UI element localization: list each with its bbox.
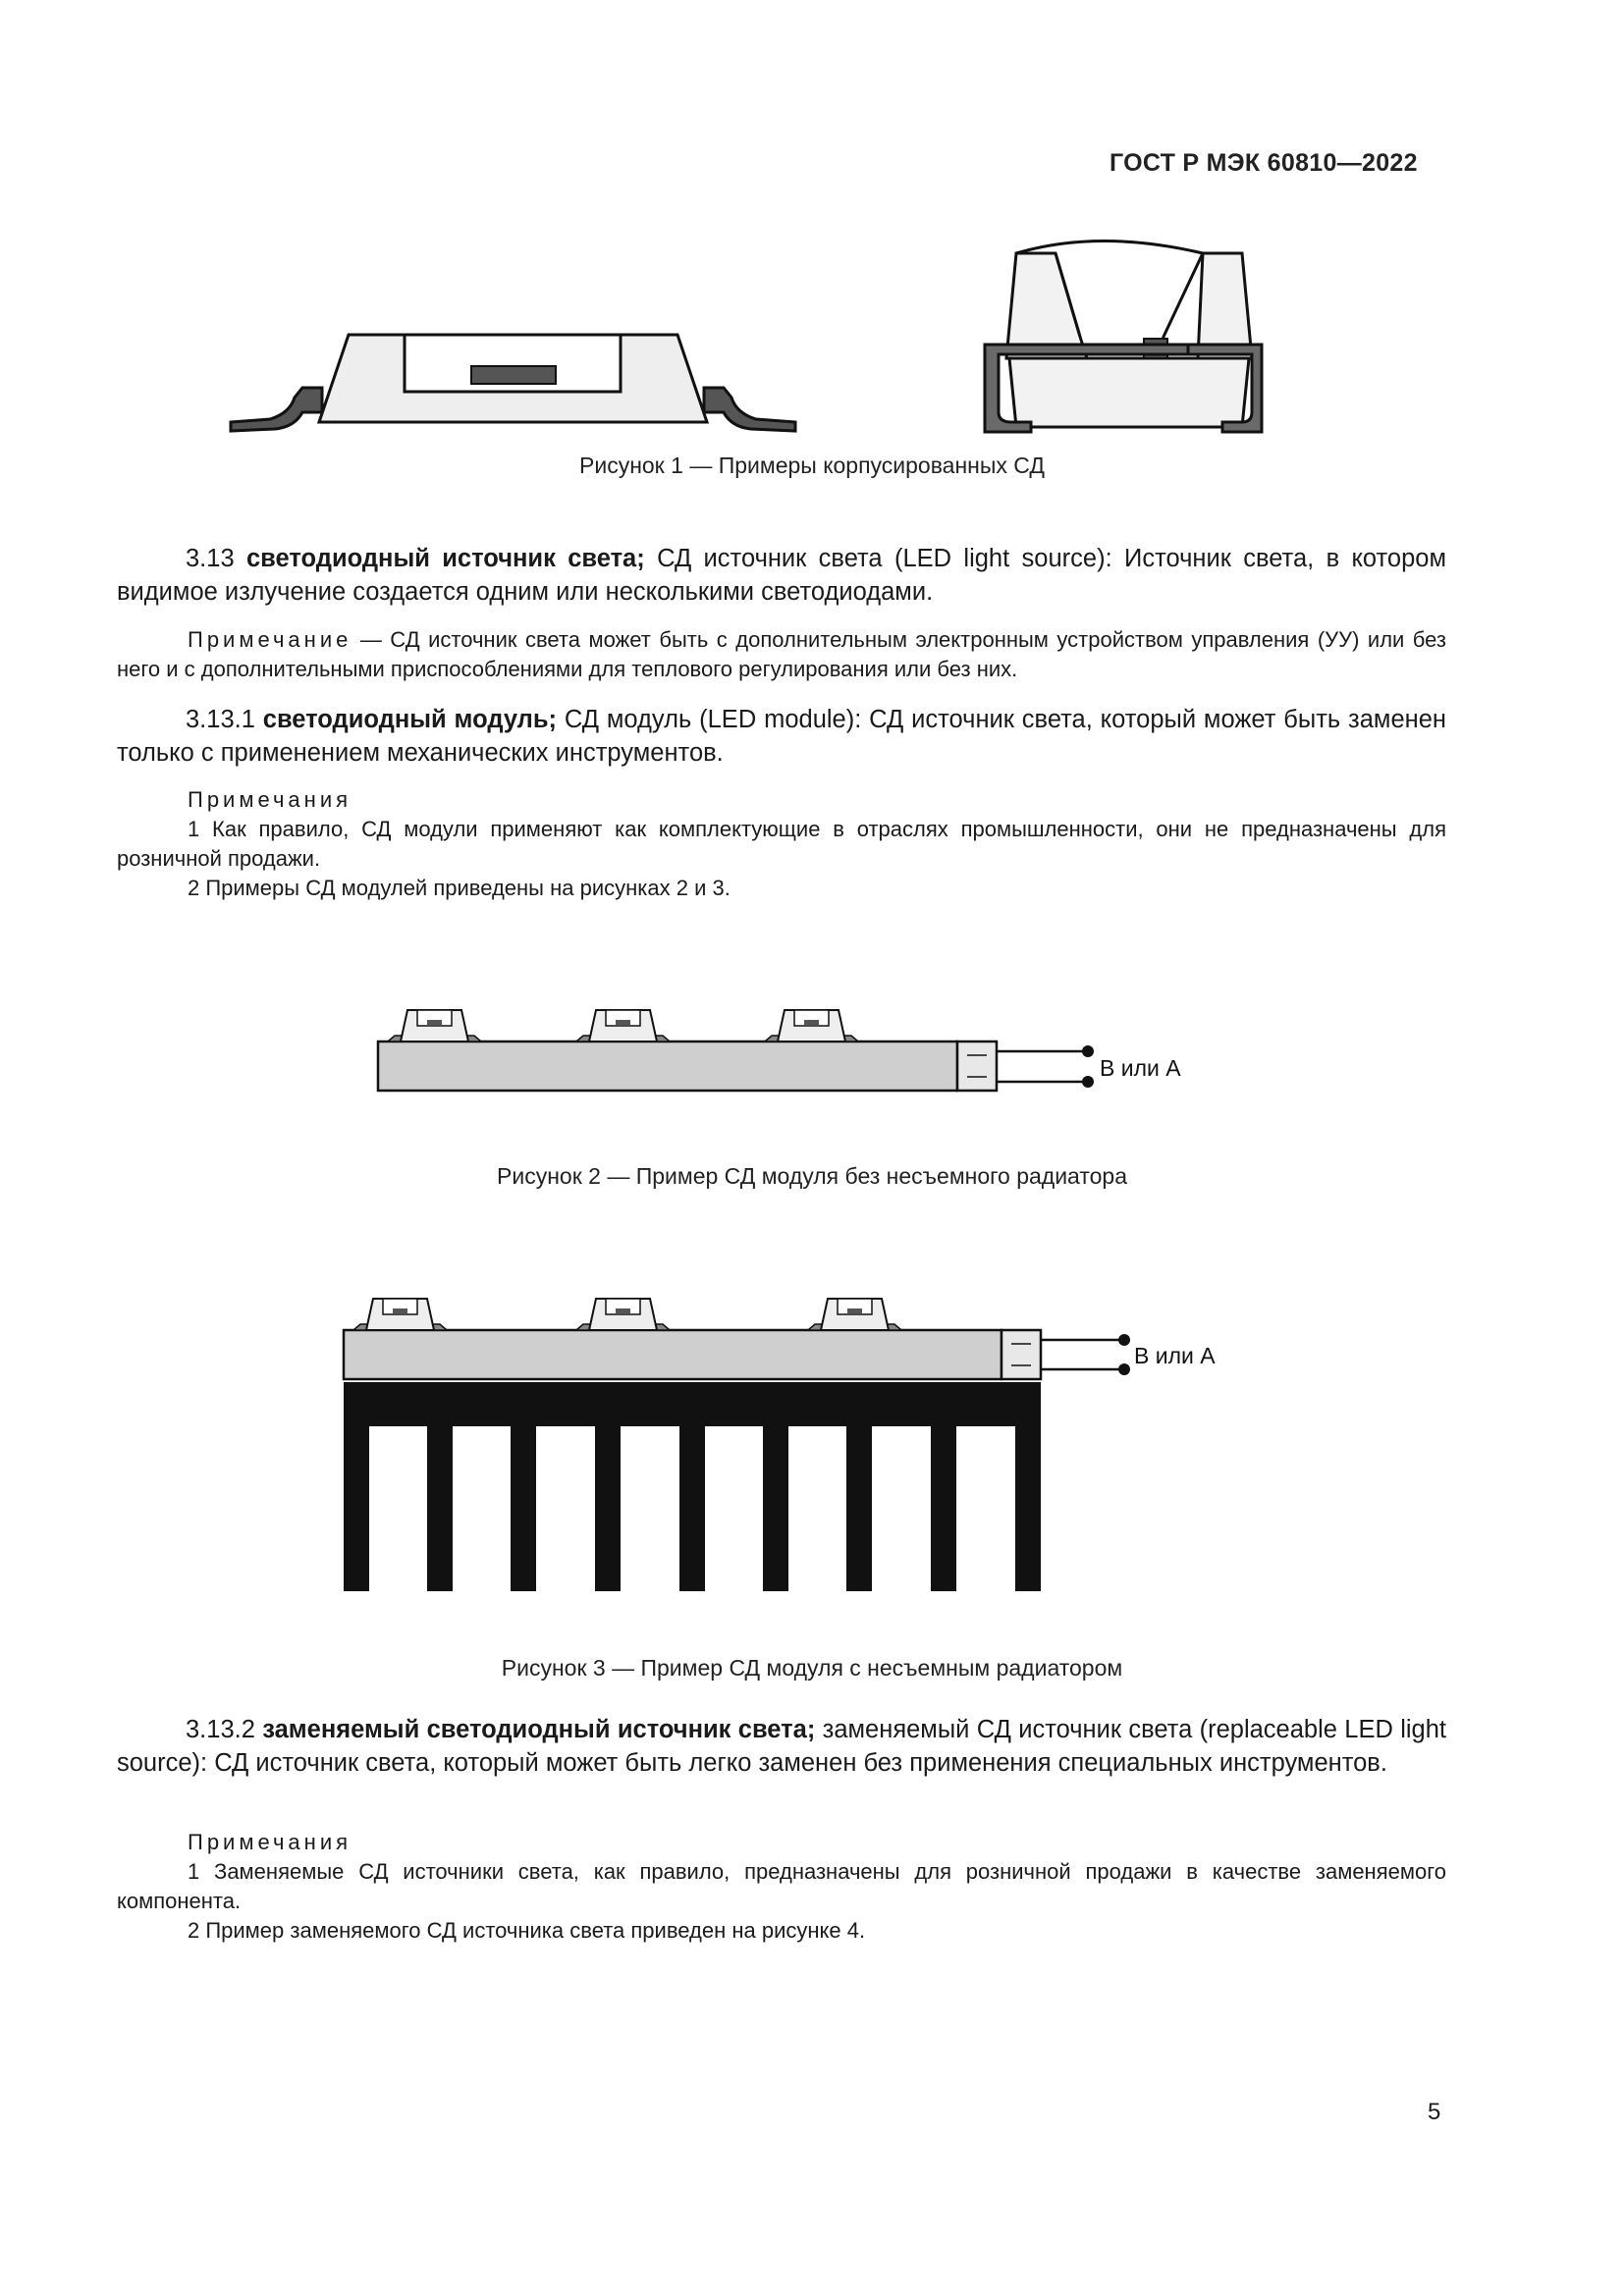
notes-label: Примечания xyxy=(188,787,352,812)
led-package-icon xyxy=(576,1299,670,1330)
heat-sink xyxy=(344,1382,1041,1591)
term: заменяемый светодиодный источник света; xyxy=(262,1716,816,1743)
definition-text: СД модуль (LED module): СД источник света, который может быть заменен только с применением механических инструментов. xyxy=(117,706,1446,767)
note-item: 2 Примеры СД модулей приведены на рисунках 2 и 3. xyxy=(188,876,731,900)
term: светодиодный модуль; xyxy=(262,706,558,733)
note-item: 2 Пример заменяемого СД источника света приведен на рисунке 4. xyxy=(188,1918,866,1943)
note-text: — СД источник света может быть с дополнительным электронным устройством управления (УУ) или без него и с дополнительными приспособлениями для теплового регулирования или без них. xyxy=(117,627,1446,681)
definition-3-13-1 xyxy=(117,703,1446,770)
notes-3-13-1 xyxy=(117,785,1446,903)
led-module-board xyxy=(378,1041,997,1091)
figure-3-drawing xyxy=(334,1281,1247,1595)
figure-1-drawing xyxy=(216,221,1355,442)
definition-3-13-2 xyxy=(117,1713,1446,1780)
figure-2-drawing xyxy=(373,996,1218,1104)
page-number: 5 xyxy=(1428,2099,1441,2125)
definition-3-13 xyxy=(117,542,1446,609)
document-standard-code: ГОСТ Р МЭК 60810—2022 xyxy=(1110,149,1418,177)
led-module-board xyxy=(344,1330,1041,1379)
section-number: 3.13.1 xyxy=(186,706,255,733)
notes-label: Примечания xyxy=(188,1830,352,1854)
connector-label: В или А xyxy=(1134,1343,1216,1368)
figure-2-caption: Рисунок 2 — Пример СД модуля без несъемного радиатора xyxy=(497,1163,1127,1189)
connector-wires xyxy=(997,1045,1094,1088)
note-label: Примечание xyxy=(188,627,352,652)
led-package-icon xyxy=(388,1010,481,1041)
note-item: 1 Заменяемые СД источники света, как правило, предназначены для розничной продажи в качестве заменяемого компонента. xyxy=(117,1859,1446,1913)
connector-label: В или А xyxy=(1100,1055,1181,1081)
figure-1-caption: Рисунок 1 — Примеры корпусированных СД xyxy=(579,453,1045,478)
smd-led-package-icon xyxy=(231,335,795,431)
notes-3-13-2 xyxy=(117,1828,1446,1946)
connector-wires xyxy=(1041,1334,1130,1375)
led-package-icon xyxy=(765,1010,858,1041)
led-package-icon xyxy=(808,1299,901,1330)
note-item: 1 Как правило, СД модули применяют как комплектующие в отраслях промышленности, они не предназначены для розничной продажи. xyxy=(117,817,1446,871)
definition-text: заменяемый СД источник света (replaceable LED light source): СД источник света, который может быть легко заменен без применения специальных инструментов. xyxy=(117,1716,1446,1777)
led-package-icon xyxy=(576,1010,670,1041)
definition-text: СД источник света (LED light source): Источник света, в котором видимое излучение создается одним или несколькими светодиодами. xyxy=(117,545,1446,606)
led-package-icon xyxy=(353,1299,447,1330)
plcc-led-package-icon xyxy=(985,241,1262,433)
figure-3-caption: Рисунок 3 — Пример СД модуля с несъемным радиатором xyxy=(501,1655,1123,1681)
section-number: 3.13.2 xyxy=(186,1716,255,1743)
section-number: 3.13 xyxy=(186,545,235,572)
term: светодиодный источник света; xyxy=(246,545,645,572)
note-3-13 xyxy=(117,625,1446,684)
